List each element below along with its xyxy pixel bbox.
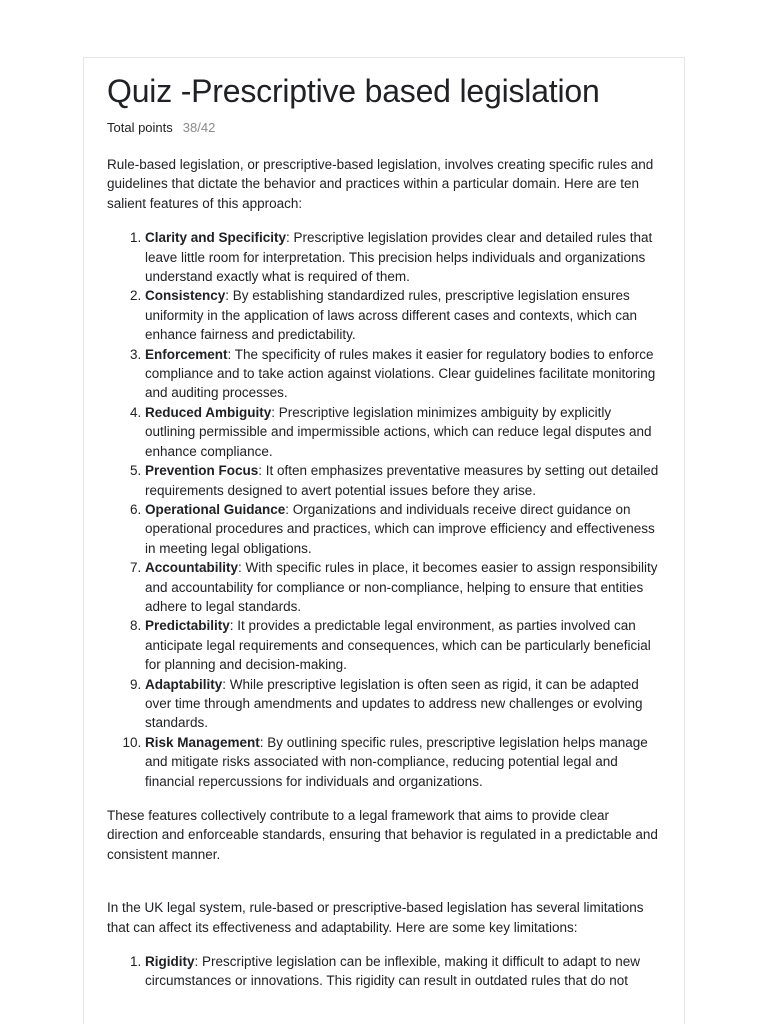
list-item <box>145 952 663 991</box>
feature-text: : It often emphasizes preventative measures by setting out detailed requirements designed to avert potential issues before they arise. <box>145 463 659 498</box>
feature-term: Enforcement <box>145 346 228 362</box>
feature-text: : While prescriptive legislation is often seen as rigid, it can be adapted over time through amendments and updates to address new challenges or evolving standards. <box>145 676 643 731</box>
total-points <box>107 119 663 137</box>
list-item <box>145 345 663 403</box>
list-item <box>145 675 663 733</box>
list-item <box>145 616 663 674</box>
feature-term: Predictability <box>145 618 230 634</box>
feature-term: Risk Management <box>145 734 260 750</box>
list-item <box>145 286 663 344</box>
feature-text: : Prescriptive legislation minimizes ambiguity by explicitly outlining permissible and impermissible actions, which can reduce legal disputes and enhance compliance. <box>145 404 652 459</box>
limitations-list <box>107 952 663 991</box>
total-points-value: 38/42 <box>182 120 216 135</box>
feature-term: Accountability <box>145 560 239 576</box>
features-list <box>107 228 663 791</box>
list-item <box>145 500 663 558</box>
summary-paragraph: These features collectively contribute to a legal framework that aims to provide clear direction and enforceable standards, ensuring that behavior is regulated in a predictable and consistent manner. <box>107 808 658 862</box>
feature-text: : It provides a predictable legal environment, as parties involved can anticipate legal requirements and consequences, which can be particularly beneficial for planning and decision-making. <box>145 618 651 673</box>
list-item <box>145 461 663 500</box>
list-item <box>145 733 663 791</box>
total-points-label: Total points <box>107 120 173 135</box>
feature-text: : Organizations and individuals receive direct guidance on operational procedures and practices, which can improve efficiency and effectiveness in meeting legal obligations. <box>145 501 655 556</box>
feature-term: Reduced Ambiguity <box>145 404 272 420</box>
uk-intro-paragraph: In the UK legal system, rule-based or prescriptive-based legislation has several limitations that can affect its effectiveness and adaptability. Here are some key limitations: <box>107 900 644 935</box>
feature-term: Operational Guidance <box>145 501 286 517</box>
feature-text: : The specificity of rules makes it easier for regulatory bodies to enforce compliance and to take action against violations. Clear guidelines facilitate monitoring and auditing processes. <box>145 346 656 401</box>
limitation-term: Rigidity <box>145 954 195 970</box>
list-item <box>145 403 663 461</box>
feature-term: Consistency <box>145 288 226 304</box>
feature-text: : By establishing standardized rules, prescriptive legislation ensures uniformity in the application of laws across different cases and contexts, which can enhance fairness and predictability. <box>145 288 638 343</box>
feature-term: Prevention Focus <box>145 463 259 479</box>
intro-paragraph: Rule-based legislation, or prescriptive-based legislation, involves creating specific rules and guidelines that dictate the behavior and practices within a particular domain. Here are ten salient features of this approach: <box>107 157 654 211</box>
feature-text: : Prescriptive legislation provides clear and detailed rules that leave little room for interpretation. This precision helps individuals and organizations understand exactly what is required of them. <box>145 230 653 285</box>
quiz-content <box>107 70 663 991</box>
feature-text: : By outlining specific rules, prescriptive legislation helps manage and mitigate risks associated with non-compliance, reducing potential legal and financial repercussions for individuals and organizations. <box>145 734 648 789</box>
feature-term: Adaptability <box>145 676 223 692</box>
list-item <box>145 558 663 616</box>
feature-text: : With specific rules in place, it becomes easier to assign responsibility and accountability for compliance or non-compliance, helping to ensure that entities adhere to legal standards. <box>145 560 658 614</box>
limitation-text: : Prescriptive legislation can be inflexible, making it difficult to adapt to new circumstances or innovations. This rigidity can result in outdated rules that do not <box>145 954 640 989</box>
list-item <box>145 228 663 286</box>
quiz-title: Quiz -Prescriptive based legislation <box>107 73 600 109</box>
feature-term: Clarity and Specificity <box>145 230 287 246</box>
